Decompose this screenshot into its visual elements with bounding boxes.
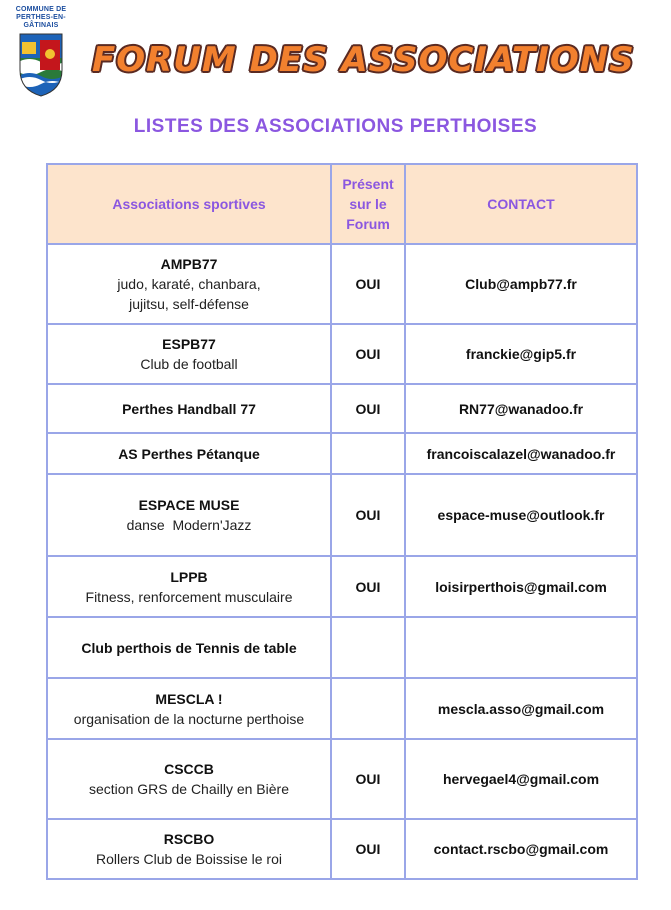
association-cell	[47, 324, 331, 384]
table-row	[47, 474, 637, 556]
list-subtitle: LISTES DES ASSOCIATIONS PERTHOISES	[133, 116, 538, 137]
association-cell	[47, 384, 331, 433]
association-description: Rollers Club de Boissise le roi	[96, 851, 282, 867]
present-cell: OUI	[331, 556, 405, 617]
table-row	[47, 819, 637, 879]
table-row	[47, 556, 637, 617]
table-row	[47, 324, 637, 384]
association-description: Fitness, renforcement musculaire	[85, 588, 293, 605]
present-cell	[331, 433, 405, 474]
coat-of-arms-icon	[18, 32, 64, 98]
present-cell: OUI	[331, 244, 405, 324]
contact-email	[405, 617, 637, 678]
associations-table	[46, 163, 638, 880]
present-cell: OUI	[331, 819, 405, 879]
commune-logo	[8, 6, 74, 98]
table-row	[47, 678, 637, 739]
association-description: organisation de la nocturne perthoise	[73, 710, 305, 727]
association-cell	[47, 617, 331, 678]
present-cell: OUI	[331, 384, 405, 433]
association-cell	[47, 678, 331, 739]
contact-email: Club@ampb77.fr	[405, 244, 637, 324]
present-cell	[331, 617, 405, 678]
association-name: MESCLA !	[155, 690, 223, 707]
association-name: ESPB77	[162, 336, 216, 352]
contact-email: contact.rscbo@gmail.com	[405, 819, 637, 879]
association-cell	[47, 244, 331, 324]
present-cell: OUI	[331, 474, 405, 556]
header-associations: Associations sportives	[47, 164, 331, 244]
association-description: judo, karaté, chanbara, jujitsu, self-défense	[117, 276, 261, 312]
association-name: CSCCB	[164, 761, 214, 777]
contact-email: loisirperthois@gmail.com	[405, 556, 637, 617]
contact-email: franckie@gip5.fr	[405, 324, 637, 384]
present-cell	[331, 678, 405, 739]
association-cell	[47, 474, 331, 556]
association-cell	[47, 556, 331, 617]
present-cell: OUI	[331, 739, 405, 819]
association-name: AS Perthes Pétanque	[118, 445, 260, 462]
table-header-row	[47, 164, 637, 244]
association-cell	[47, 819, 331, 879]
present-cell: OUI	[331, 324, 405, 384]
contact-email: francoiscalazel@wanadoo.fr	[405, 433, 637, 474]
forum-title: FORUM DES ASSOCIATIONS	[92, 40, 635, 80]
header-contact: CONTACT	[405, 164, 637, 244]
contact-email: hervegael4@gmail.com	[405, 739, 637, 819]
contact-email: RN77@wanadoo.fr	[405, 384, 637, 433]
association-name: AMPB77	[160, 256, 218, 272]
association-name: RSCBO	[163, 831, 215, 847]
association-description: danse Modern'Jazz	[126, 517, 252, 533]
association-name: Perthes Handball 77	[122, 400, 256, 417]
table-row	[47, 617, 637, 678]
association-description: Club de football	[140, 356, 238, 372]
table-row	[47, 384, 637, 433]
table-row	[47, 433, 637, 474]
commune-label-line2: PERTHES-EN-GÂTINAIS	[16, 14, 66, 29]
contact-email: espace-muse@outlook.fr	[405, 474, 637, 556]
association-cell	[47, 739, 331, 819]
table-row	[47, 244, 637, 324]
table-row	[47, 739, 637, 819]
association-cell	[47, 433, 331, 474]
association-name: LPPB	[170, 568, 208, 585]
association-name: Club perthois de Tennis de table	[81, 639, 297, 656]
contact-email: mescla.asso@gmail.com	[405, 678, 637, 739]
association-name: ESPACE MUSE	[138, 497, 240, 513]
header-present: Présent sur le Forum	[331, 164, 405, 244]
association-description: section GRS de Chailly en Bière	[89, 781, 289, 797]
commune-label-line1: COMMUNE DE	[15, 6, 67, 13]
